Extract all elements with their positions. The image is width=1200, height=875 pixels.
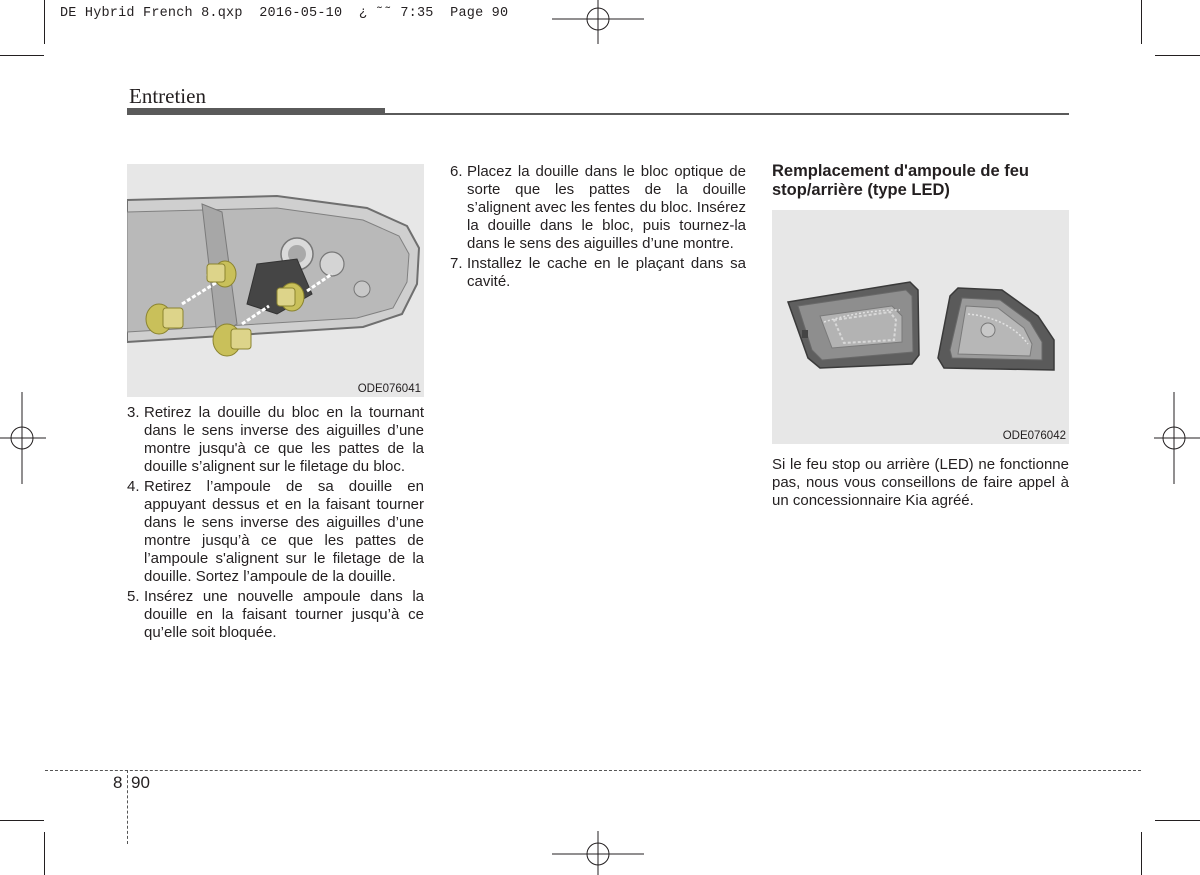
list-item bbox=[127, 404, 424, 476]
bulb-socket-3 bbox=[213, 324, 251, 356]
list-item bbox=[450, 255, 746, 291]
registration-mark-left bbox=[0, 392, 46, 484]
header-rule-thick bbox=[127, 108, 385, 115]
step-text: Placez la douille dans le bloc optique de sorte que les pattes de la douille s’alignent avec les fentes du bloc. Insérez la douille dans le bloc, puis tournez-la dans le sens des aiguilles d’une montre. bbox=[467, 163, 746, 252]
list-item bbox=[450, 163, 746, 253]
left-steps-list bbox=[127, 404, 424, 644]
chapter-number: 8 bbox=[113, 773, 123, 792]
middle-steps-list bbox=[450, 163, 746, 293]
step-number: 5. bbox=[127, 588, 140, 605]
figure-code: ODE076041 bbox=[357, 383, 421, 395]
step-number: 7. bbox=[450, 255, 463, 272]
step-text: Insérez une nouvelle ampoule dans la douille en la faisant tourner jusqu’à ce qu’elle soit bloquée. bbox=[144, 588, 424, 641]
rear-lamp-socket-illustration bbox=[127, 164, 424, 397]
figure-rear-lamp-sockets bbox=[127, 164, 424, 397]
list-item bbox=[127, 588, 424, 642]
print-slug: DE Hybrid French 8.qxp 2016-05-10 ¿ ˜˜ 7:35 Page 90 bbox=[60, 6, 509, 21]
footer-dashed-divider bbox=[127, 770, 128, 844]
led-advice-paragraph: Si le feu stop ou arrière (LED) ne fonctionne pas, nous vous conseillons de faire appel à un concessionnaire Kia agréé. bbox=[772, 456, 1069, 509]
step-text: Retirez la douille du bloc en la tournant dans le sens inverse des aiguilles d’une montre jusqu'à ce que les pattes de la douille s’alignent sur le filetage du bloc. bbox=[144, 404, 424, 475]
step-number: 4. bbox=[127, 478, 140, 495]
step-number: 6. bbox=[450, 163, 463, 180]
led-lamp-outer bbox=[788, 282, 919, 368]
step-number: 3. bbox=[127, 404, 140, 421]
registration-mark-top bbox=[552, 0, 644, 44]
registration-mark-right bbox=[1154, 392, 1200, 484]
led-tail-lamp-illustration bbox=[772, 210, 1069, 444]
footer-dashed-rule bbox=[45, 770, 1141, 771]
section-heading: Remplacement d'ampoule de feu stop/arrière (type LED) bbox=[772, 162, 1029, 199]
header-rule-thin bbox=[385, 113, 1069, 115]
led-lamp-inner bbox=[938, 288, 1054, 370]
section-title: Entretien bbox=[129, 84, 206, 108]
list-item bbox=[127, 478, 424, 586]
page-number: 90 bbox=[131, 773, 150, 792]
registration-mark-bottom bbox=[552, 831, 644, 875]
step-text: Installez le cache en le plaçant dans sa cavité. bbox=[467, 255, 746, 290]
step-text: Retirez l’ampoule de sa douille en appuyant dessus et en la faisant tourner dans le sens inverse des aiguilles d’une montre jusqu’à ce que les pattes de l’ampoule s'alignent sur le filetage de la douille. Sortez l’ampoule de la douille. bbox=[144, 478, 424, 585]
figure-led-tail-lamps bbox=[772, 210, 1069, 444]
figure-code: ODE076042 bbox=[1002, 430, 1066, 442]
